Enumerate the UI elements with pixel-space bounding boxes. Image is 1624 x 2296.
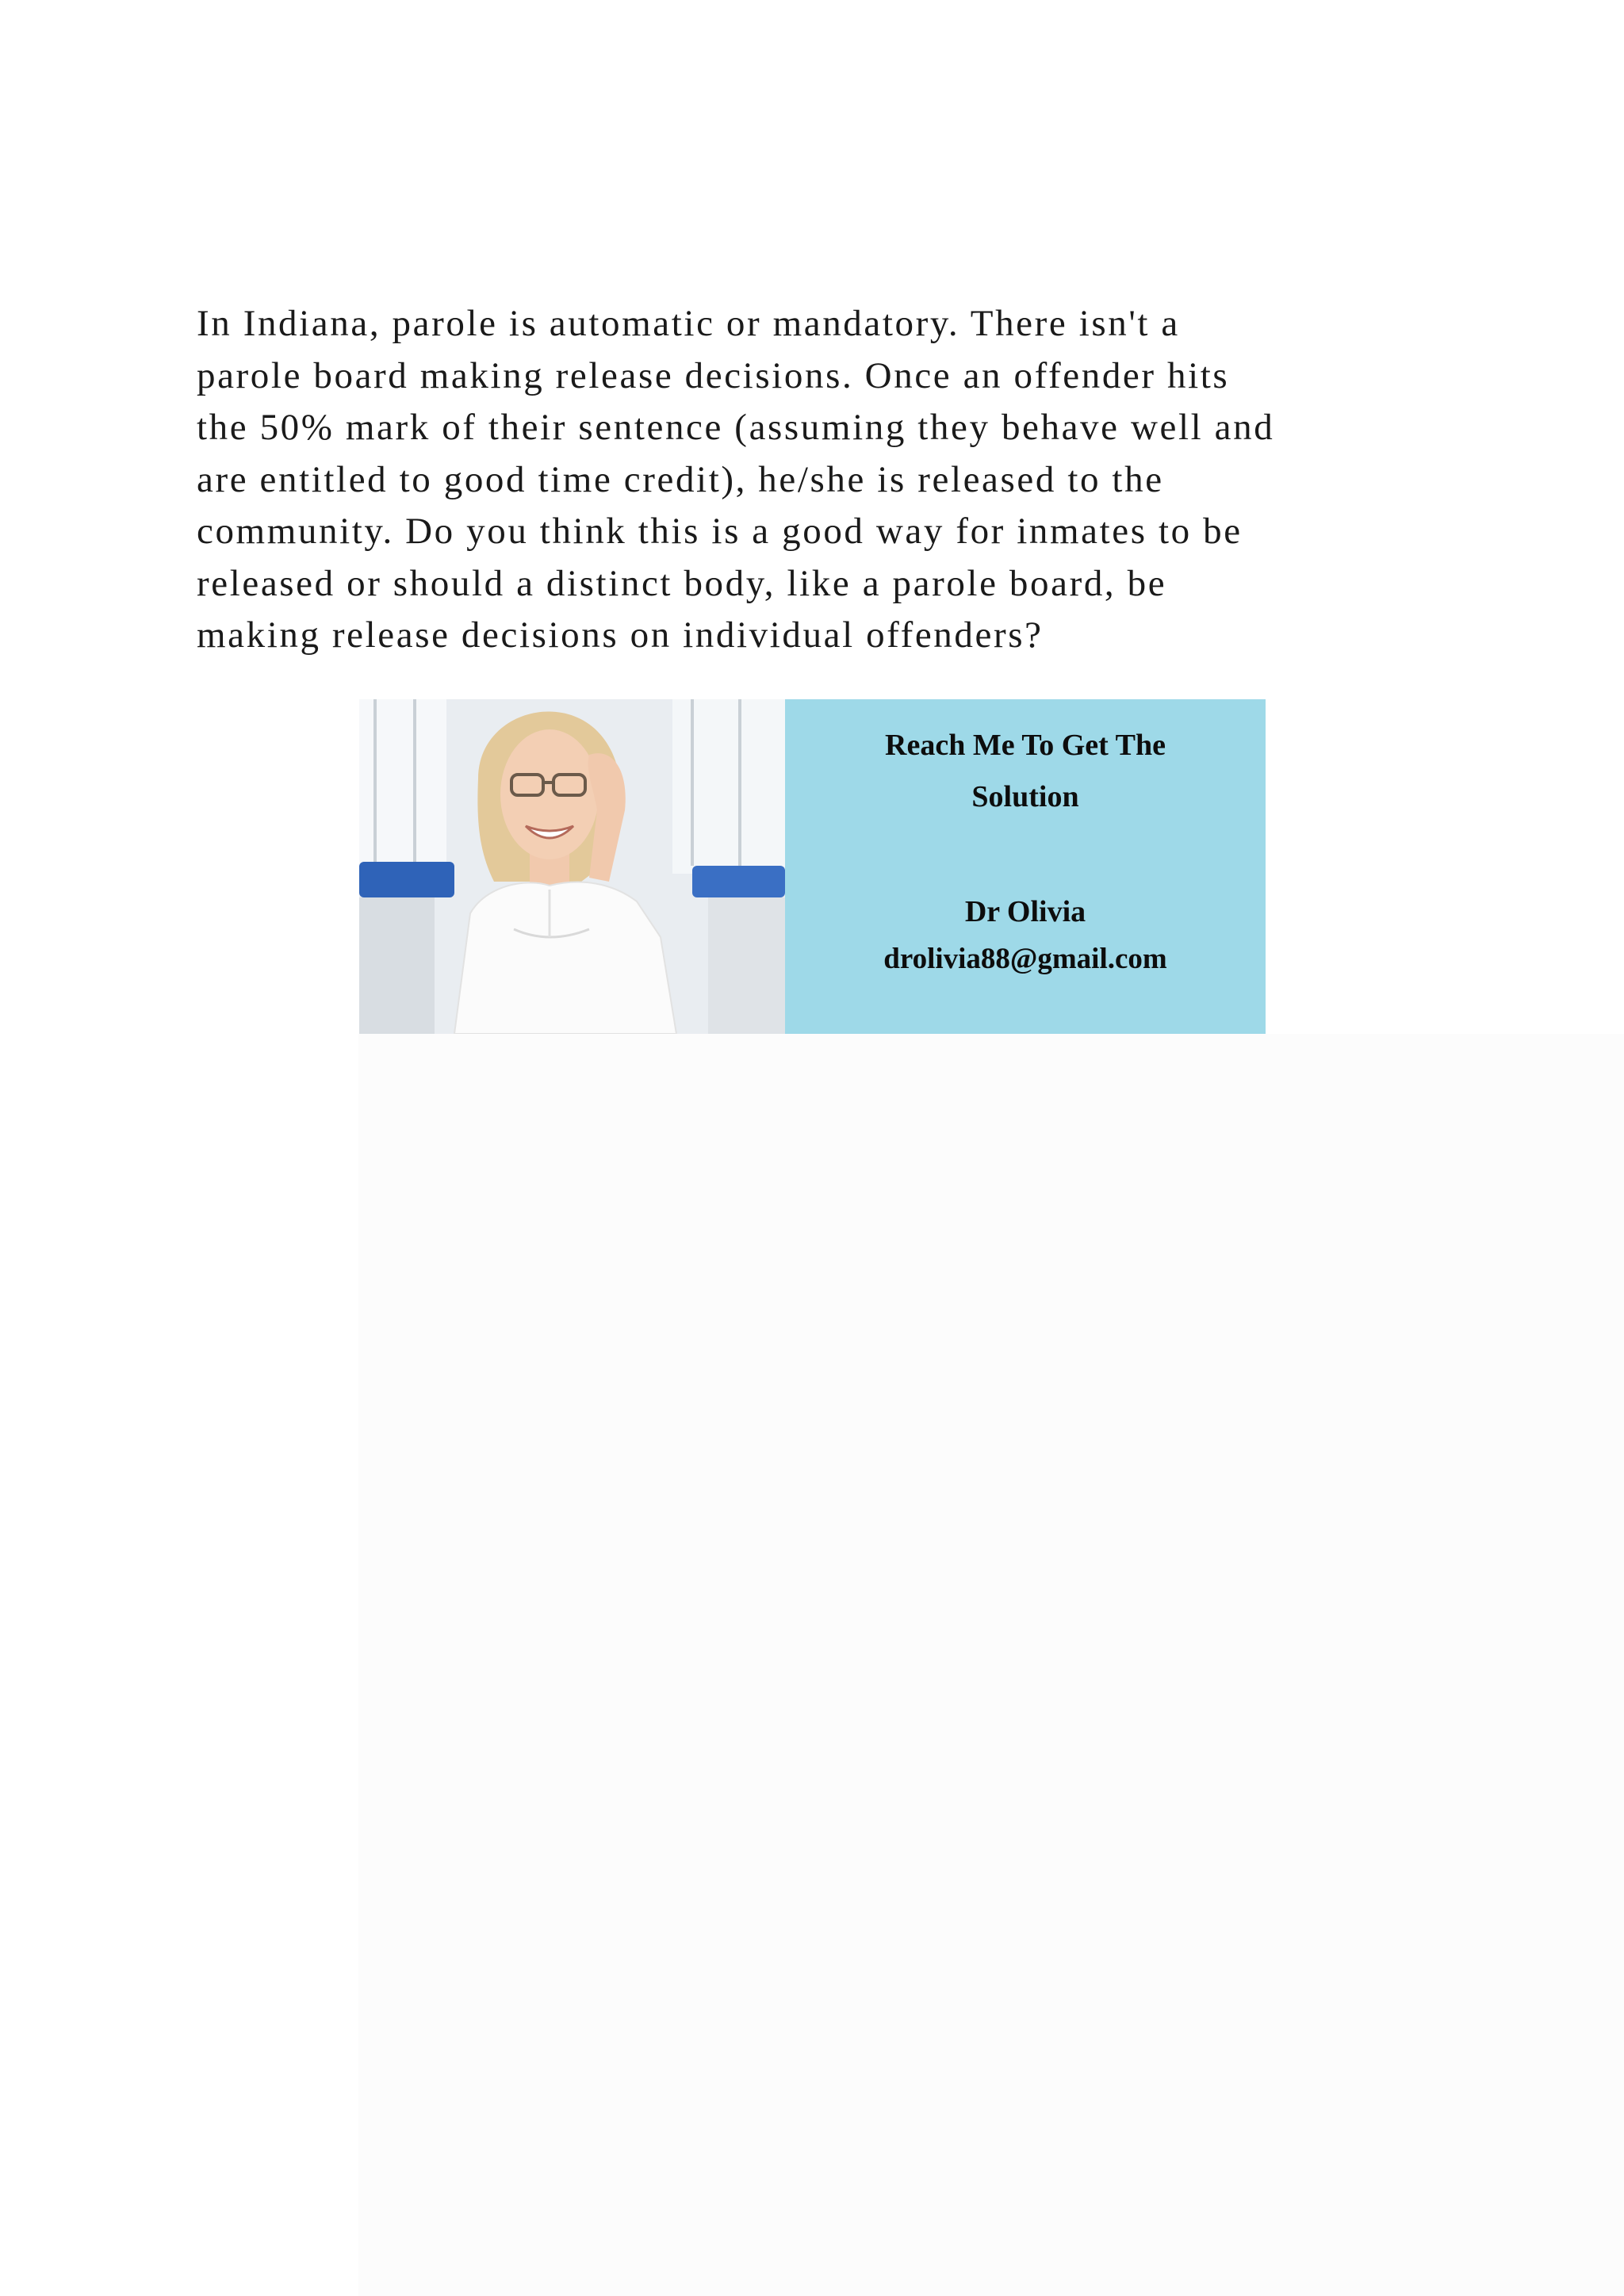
contact-banner [359,699,1266,1034]
contact-panel [785,699,1266,1034]
contact-name: Dr Olivia [964,895,1086,928]
contact-email: drolivia88@gmail.com [883,943,1167,975]
banner-headline-line1: Reach Me To Get The [885,729,1166,762]
banner-headline-line2: Solution [971,780,1079,813]
body-paragraph: In Indiana, parole is automatic or mandatory. There isn't a parole board making release decisions. Once an offender hits the 50% mark of their sentence (assuming they behave well and are entitled to good time credit), he/she is released to the community. Do you think this is a good way for inmates to be released or should a distinct body, like a parole board, be making release decisions on individual offenders? [197,303,1275,656]
page-shade [358,1034,1624,2296]
woman-with-glasses-photo [359,699,785,1034]
